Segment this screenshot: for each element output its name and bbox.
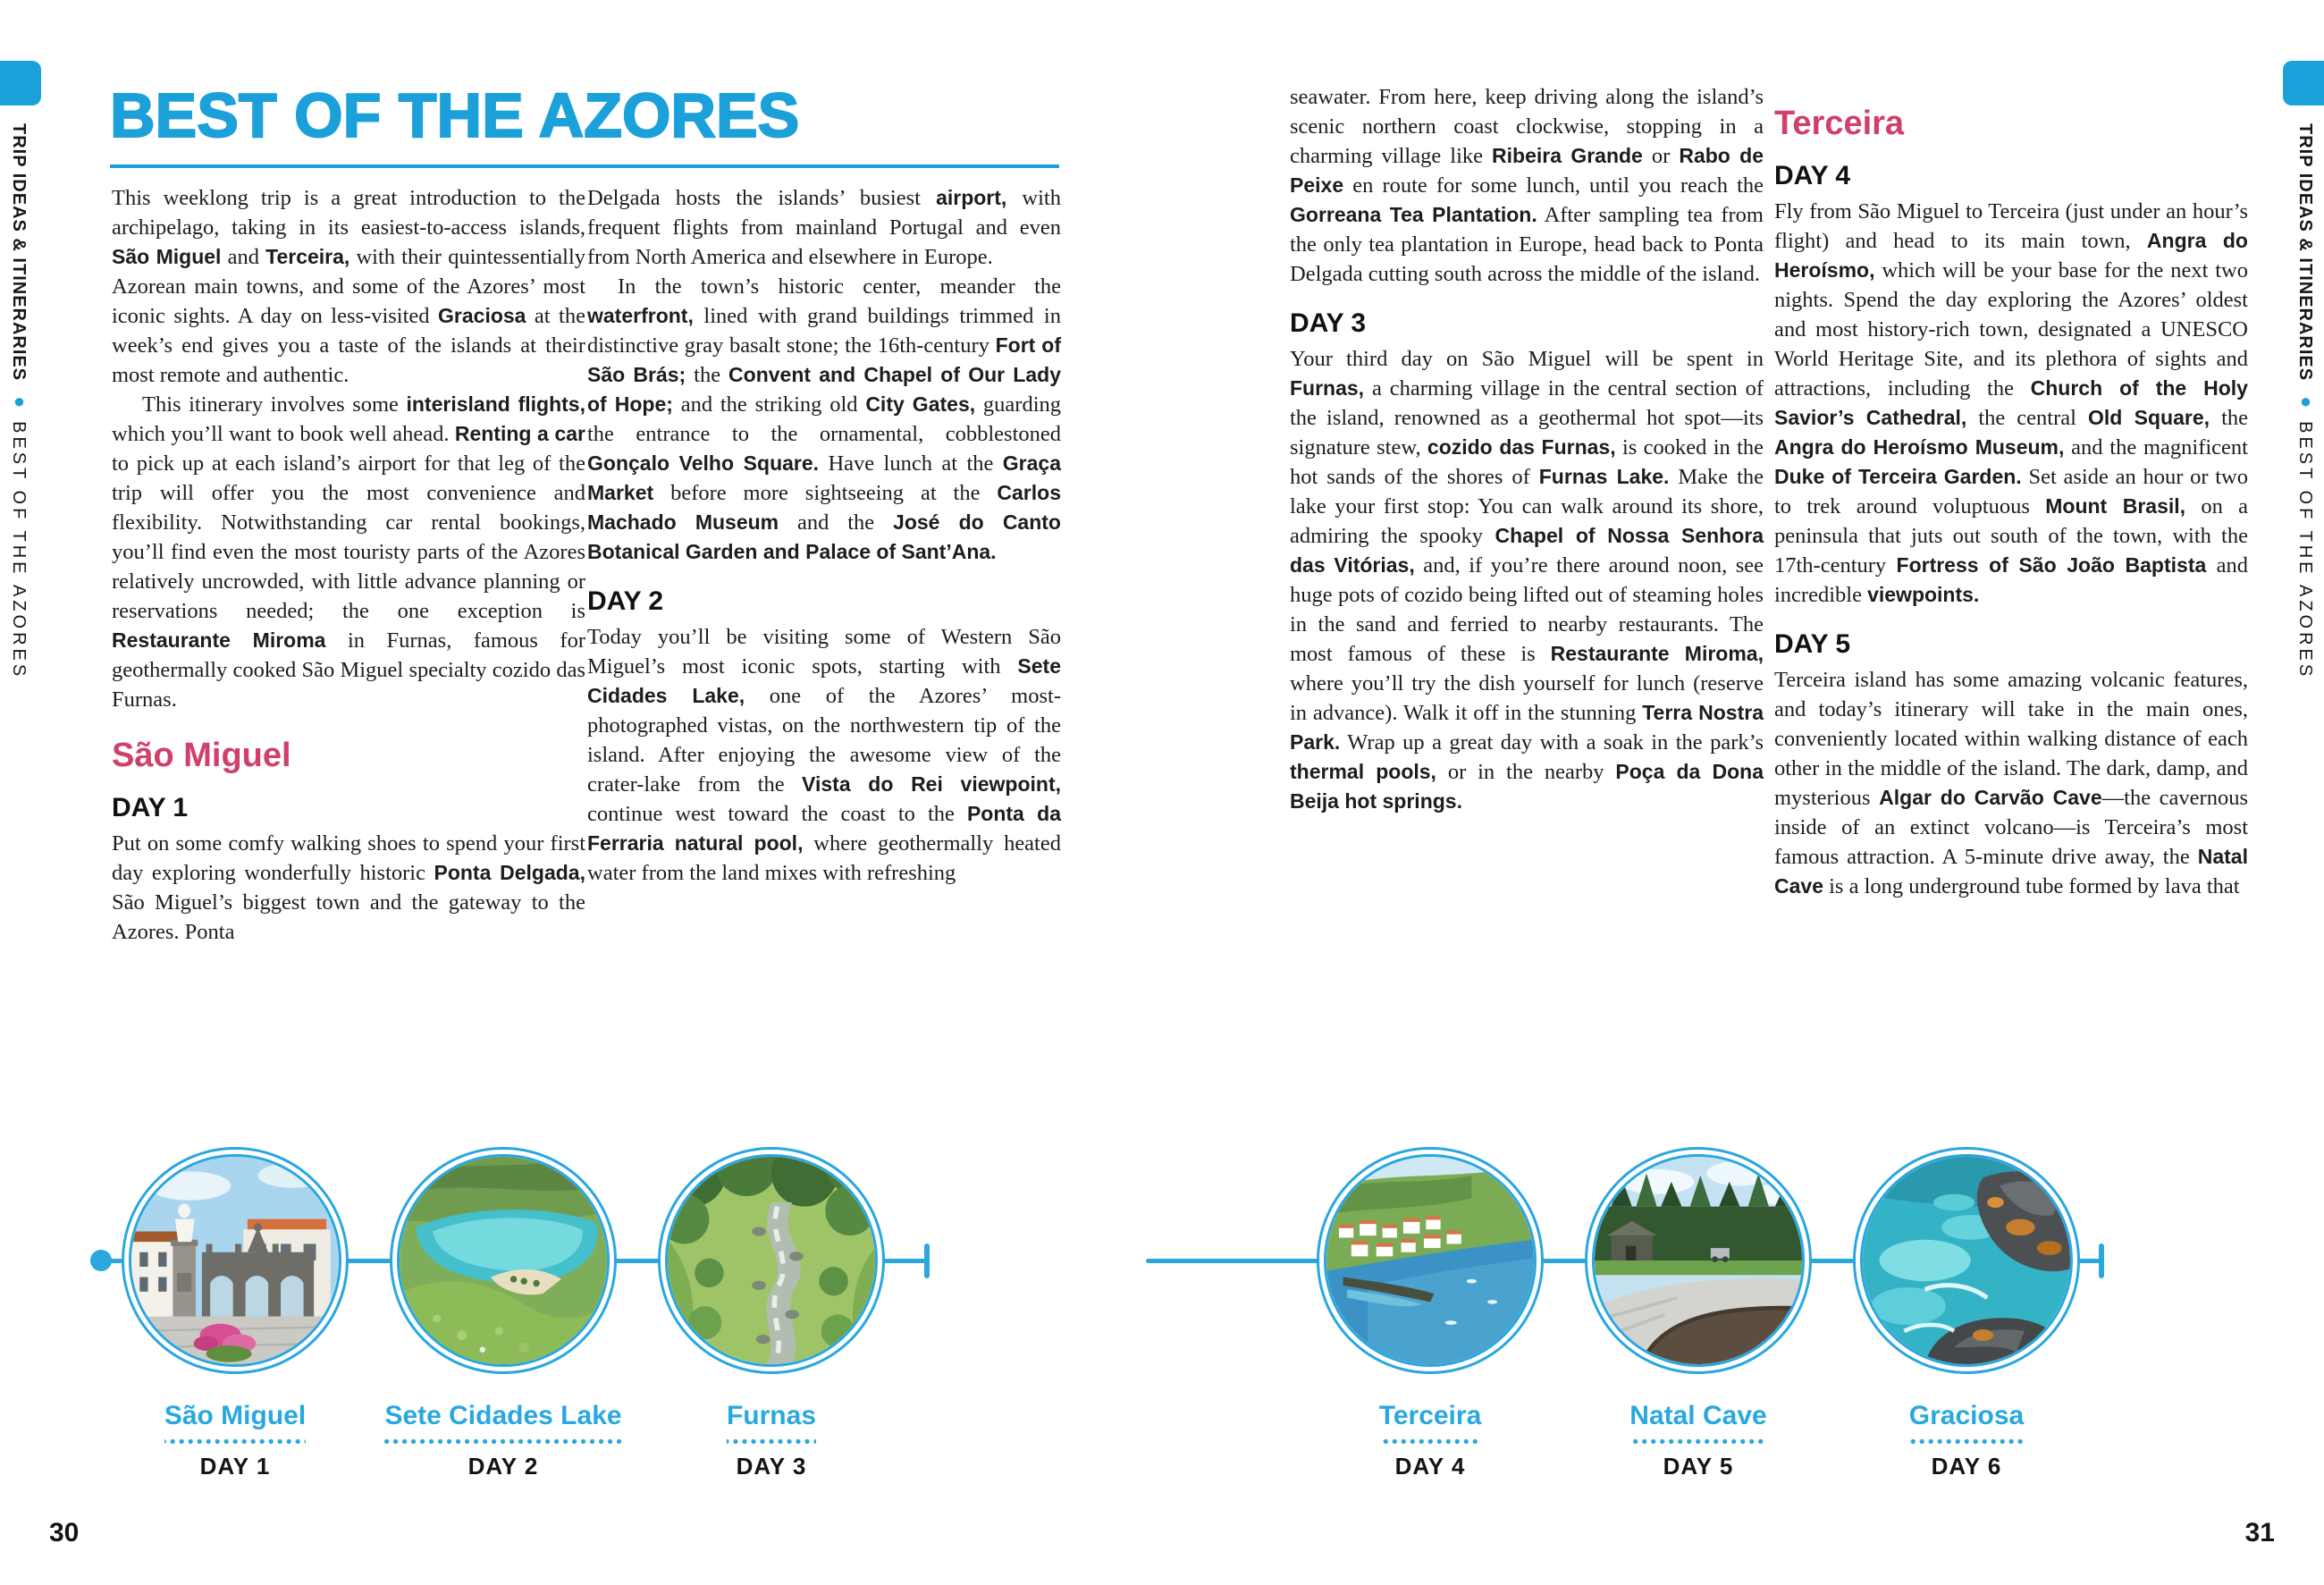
timeline-place-name: Furnas	[726, 1401, 817, 1430]
timeline-place-name: Sete Cidades Lake	[384, 1401, 622, 1430]
timeline-item-day4	[1296, 1147, 1564, 1480]
page-number-left: 30	[49, 1518, 80, 1547]
body-paragraph: Today you’ll be visiting some of Western São Miguel’s most iconic spots, starting with Sete Cidades Lake, one of the Azores’ most-photographed vistas, on the northwestern tip of the island. After enjoying the awesome view of the crater-lake from the Vista do Rei viewpoint, continue west toward the coast to the Ponta da Ferraria natural pool, where geothermally heated water from the land mixes with refreshing	[587, 625, 1061, 885]
day-heading: DAY 1	[112, 793, 189, 822]
body-paragraph: Your third day on São Miguel will be spent in Furnas, a charming village in the central section of the island, renowned as a geothermal hot spot—its signature stew, cozido das Furnas, is cooked in the hot sands of the shores of Furnas Lake. Make the lake your first stop: You can walk around its shore, admiring the spooky Chapel of Nossa Senhora das Vitórias, and, if you’re there around noon, see huge pots of cozido being lifted out of steaming holes in the sand and ferried to nearby restaurants. The most famous of these is Restaurante Miroma, where you’ll try the dish yourself for lunch (reserve in advance). Walk it off in the stunning Terra Nostra Park. Wrap up a great day with a soak in the park’s thermal pools, or in the nearby Poça da Dona Beija hot springs.	[1290, 347, 1764, 813]
dotted-divider	[1379, 1438, 1482, 1445]
body-paragraph: Fly from São Miguel to Terceira (just under an hour’s flight) and head to its main town, Angra do Heroísmo, which will be your base for the next two nights. Spend the day exploring the Azores’ oldest and most history-rich town, designated a UNESCO World Heritage Site, and its plethora of sights and attractions, including the Church of the Holy Savior’s Cathedral, the central Old Square, the Angra do Heroísmo Museum, and the magnificent Duke of Terceira Garden. Set aside an hour or two to trek around voluptuous Mount Brasil, on a peninsula that juts out south of the town, with the 17th-century Fortress of São João Baptista and incredible viewpoints.	[1774, 199, 2249, 607]
photo-ring	[390, 1147, 617, 1374]
photo-furnas	[668, 1157, 875, 1364]
timeline-place-name: Graciosa	[1908, 1401, 2025, 1430]
photo-ring	[122, 1147, 349, 1374]
spine-label-right	[2294, 123, 2317, 696]
timeline-item-day3	[637, 1147, 905, 1480]
photo-ring	[1317, 1147, 1544, 1374]
spine-section: BEST OF THE AZORES	[2295, 421, 2315, 680]
day-heading: DAY 5	[1774, 629, 1851, 659]
island-heading: Terceira	[1774, 105, 1905, 142]
dotted-divider	[164, 1438, 306, 1445]
timeline-item-day6	[1832, 1147, 2101, 1480]
spine-dot-icon: ●	[8, 390, 30, 413]
photo-sete-cidades-lake	[400, 1157, 607, 1364]
timeline-label	[727, 1401, 816, 1480]
timeline-label	[164, 1401, 306, 1480]
body-paragraph: Put on some comfy walking shoes to spend your first day exploring wonderfully historic Ponta Delgada, São Miguel’s biggest town and the gateway to the Azores. Ponta	[112, 831, 585, 944]
body-paragraph: This weeklong trip is a great introduction to the archipelago, taking in its easiest-to-access islands, São Miguel and Terceira, with their quintessentially Azorean main towns, and some of the Azores’ most iconic sights. A day on less-visited Graciosa at the week’s end gives you a taste of the islands at their most remote and authentic.	[112, 186, 585, 387]
page-title: BEST OF THE AZORES	[110, 80, 800, 150]
section-tab-right	[2283, 61, 2324, 105]
day-heading: DAY 4	[1774, 161, 1851, 190]
timeline-item-day1	[101, 1147, 369, 1480]
photo-natal-cave	[1595, 1157, 1802, 1364]
timeline-day-label: DAY 4	[1394, 1453, 1466, 1480]
timeline-day-label: DAY 6	[1931, 1453, 2002, 1480]
timeline-item-day5	[1564, 1147, 1832, 1480]
photo-sao-miguel	[131, 1157, 339, 1364]
timeline-item-day2	[369, 1147, 637, 1480]
body-paragraph: Terceira island has some amazing volcanic features, and today’s itinerary will take in the main ones, conveniently located within walking distance of each other in the middle of the island. The dark, damp, and mysterious Algar do Carvão Cave—the cavernous inside of an extinct volcano—is Terceira’s most famous attraction. A 5-minute drive away, the Natal Cave is a long underground tube formed by lava that	[1774, 668, 2249, 898]
dotted-divider	[1629, 1438, 1766, 1445]
photo-ring	[658, 1147, 885, 1374]
title-rule	[110, 164, 1059, 168]
spine-dot-icon: ●	[2295, 390, 2317, 413]
section-tab-left	[0, 61, 41, 105]
photo-graciosa	[1863, 1157, 2070, 1364]
timeline-place-name: Terceira	[1378, 1401, 1482, 1430]
timeline-day-label: DAY 5	[1663, 1453, 1734, 1480]
timeline-day-label: DAY 1	[199, 1453, 271, 1480]
timeline-place-name: Natal Cave	[1629, 1401, 1767, 1430]
body-paragraph: This itinerary involves some interisland flights, which you’ll want to book well ahead. Renting a car to pick up at each island’s airport for that leg of the trip will offer you the most convenience and flexibility. Notwithstanding car rental bookings, you’ll find even the most touristy parts of the Azores relatively uncrowded, with little advance planning or reservations needed; the one exception is Restaurante Miroma in Furnas, famous for geothermally cooked São Miguel specialty cozido das Furnas.	[112, 392, 585, 712]
article-column-2	[587, 183, 1061, 888]
article-column-4	[1774, 82, 2248, 901]
page-number-right: 31	[2244, 1518, 2275, 1547]
spine-label-left	[7, 123, 30, 696]
timeline-label	[1909, 1401, 2024, 1480]
photo-terceira	[1326, 1157, 1534, 1364]
body-paragraph: Delgada hosts the islands’ busiest airport, with frequent flights from mainland Portugal and even from North America and elsewhere in Europe.	[587, 186, 1061, 269]
day-heading: DAY 3	[1290, 308, 1367, 338]
body-paragraph: seawater. From here, keep driving along the island’s scenic northern coast clockwise, stopping in a charming village like Ribeira Grande or Rabo de Peixe en route for some lunch, until you reach the Gorreana Tea Plantation. After sampling tea from the only tea plantation in Europe, head back to Ponta Delgada cutting south across the middle of the island.	[1290, 85, 1764, 286]
dotted-divider	[1909, 1438, 2024, 1445]
spine-kicker: TRIP IDEAS & ITINERARIES	[2295, 123, 2315, 382]
photo-ring	[1585, 1147, 1812, 1374]
timeline-label	[1379, 1401, 1482, 1480]
timeline-place-name: São Miguel	[164, 1401, 307, 1430]
spine-kicker: TRIP IDEAS & ITINERARIES	[9, 123, 29, 382]
dotted-divider	[727, 1438, 816, 1445]
timeline-label	[1629, 1401, 1766, 1480]
article-column-1	[112, 183, 585, 947]
body-paragraph: In the town’s historic center, meander the waterfront, lined with grand buildings trimmed in distinctive gray basalt stone; the 16th-century Fort of São Brás; the Convent and Chapel of Our Lady of Hope; and the striking old City Gates, guarding the entrance to the ornamental, cobblestoned Gonçalo Velho Square. Have lunch at the Graça Market before more sightseeing at the Carlos Machado Museum and the José do Canto Botanical Garden and Palace of Sant’Ana.	[587, 274, 1061, 563]
photo-ring	[1853, 1147, 2080, 1374]
day-heading: DAY 2	[587, 586, 664, 616]
spine-section: BEST OF THE AZORES	[9, 421, 29, 680]
timeline-day-label: DAY 3	[736, 1453, 807, 1480]
article-column-3	[1290, 82, 1764, 816]
timeline-end-tick-left-page	[924, 1244, 930, 1278]
timeline-day-label: DAY 2	[467, 1453, 539, 1480]
timeline-label	[384, 1401, 621, 1480]
island-heading: São Miguel	[112, 737, 291, 774]
dotted-divider	[384, 1438, 621, 1445]
